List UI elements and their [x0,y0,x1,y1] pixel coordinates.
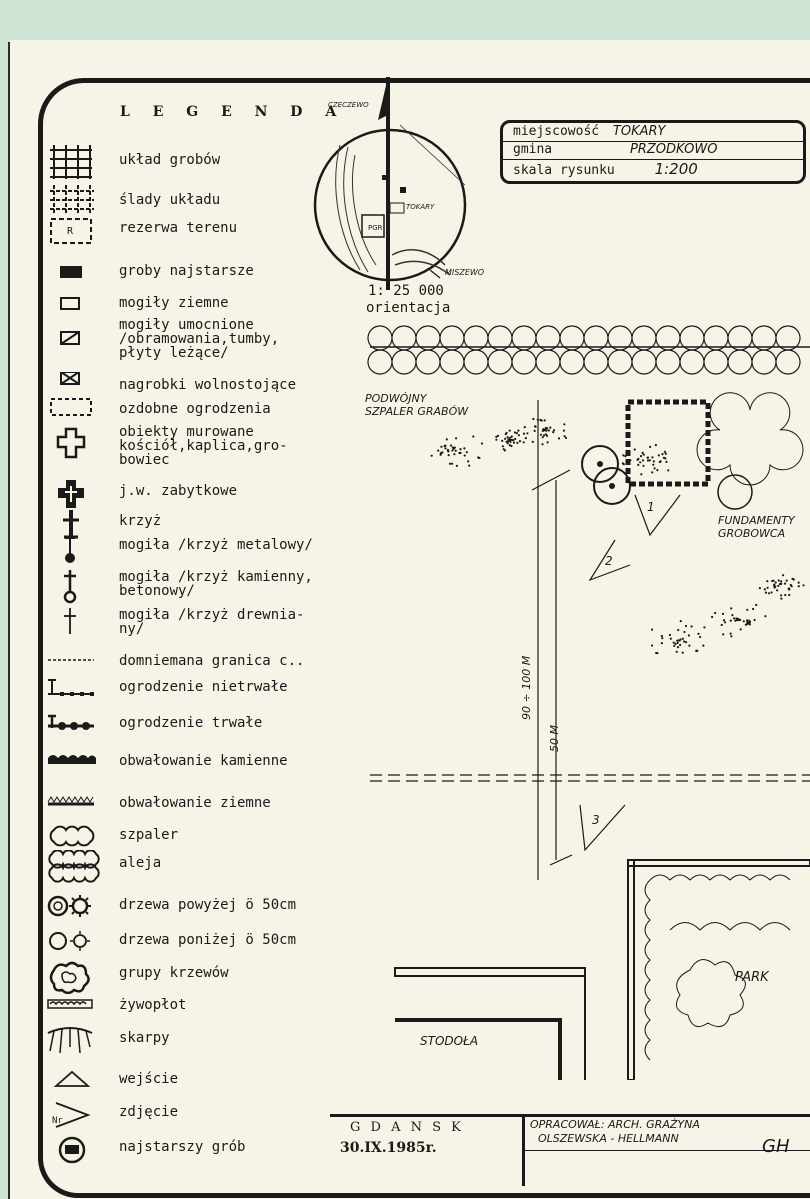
orientation-scale: 1: 25 000 [368,283,444,299]
large-trees-icon [46,892,106,926]
place-value: TOKARY [612,124,666,139]
dashed-grid-icon [46,185,106,219]
legend-item-label: mogiły umocnione /obramowania,tumby, płyty leżące/ [119,317,280,361]
hedge-label: PODWÓJNY SZPALER GRABÓW [365,392,469,418]
orientation-map [300,75,500,295]
info-box [500,120,806,184]
photo-2-label: 2 [605,554,613,568]
grid-icon [46,145,106,179]
park-label: PARK [735,970,769,985]
commune-label: gmina [513,142,553,157]
scale-value: 1:200 [654,160,698,178]
photo-1-label: 1 [647,500,655,514]
legend-item-label: rezerwa terenu [119,220,238,236]
footer-top-rule [330,1114,810,1117]
photo-icon [46,1099,106,1133]
orientation-label: orientacja [366,300,451,316]
slashed-rectangle-icon [46,318,106,352]
legend-item-label: obwałowanie kamienne [119,753,288,769]
grave-metal-cross-icon [46,532,106,566]
temporary-fence-icon [46,674,106,708]
barn-label: STODOŁA [420,1034,479,1048]
double-hornbeam-hedge [368,326,800,374]
legend-item-label: j.w. zabytkowe [119,483,238,499]
church-filled-icon [46,478,106,512]
foundation-label: FUNDAMENTY GROBOWCA [718,514,795,540]
legend-item-label: szpaler [119,827,179,843]
legend-item-label: ogrodzenie trwałe [119,715,263,731]
grave-wood-cross-icon [46,608,106,642]
site-plan [360,320,810,1080]
commune-value: PRZODKOWO [629,142,718,157]
legend-item-label: najstarszy grób [119,1139,246,1155]
legend-item-label: obiekty murowane kościół,kaplica,gro- bowiec [119,424,288,468]
commune-row [513,142,717,157]
footer-author-line2: OLSZEWSKA - HELLMANN [538,1132,679,1145]
east-place-label: TOKARY [406,203,435,211]
footer-author-line1: OPRACOWAŁ: ARCH. GRAŻYNA [530,1118,700,1131]
footer-city: G D A N S K [350,1120,464,1135]
svg-text:Nr: Nr [52,1116,63,1126]
scale-label: skala rysunku [513,163,615,178]
filled-rectangle-icon [46,258,106,292]
escarpment-icon [46,1025,106,1059]
legend-item-label: grupy krzewów [119,965,229,981]
small-trees-icon [46,927,106,961]
alley-icon [46,850,106,884]
scanner-left-band [0,42,8,1199]
photo-3-label: 3 [592,813,600,827]
entrance-icon [46,1066,106,1100]
footer-signature: GH [762,1136,790,1157]
place-row [513,124,666,139]
grave-stone-cross-icon [46,570,106,604]
scanner-top-band [0,0,810,42]
living-fence-icon [46,992,106,1026]
stone-embankment-icon [46,748,106,782]
legend-item-label: aleja [119,855,162,871]
legend-item-label: mogiła /krzyż drewnia- ny/ [119,607,305,637]
footer-date: 30.IX.1985r. [340,1140,437,1156]
legend-item-label: nagrobki wolnostojące [119,377,297,393]
legend-item-label: krzyż [119,513,162,529]
dimension-part: 50 M [548,725,561,752]
legend-item-label: żywopłot [119,997,187,1013]
legend-item-label: układ grobów [119,152,221,168]
south-place-label: MISZEWO [445,268,485,277]
legend-item-label: drzewa powyżej ö 50cm [119,897,297,913]
legend-item-label: groby najstarsze [119,263,254,279]
legend-item-label: zdjęcie [119,1104,179,1120]
svg-text:R: R [67,226,74,237]
legend-item-label: wejście [119,1071,179,1087]
church-outline-icon [46,425,106,459]
legend-item-label: ozdobne ogrodzenia [119,401,271,417]
legend-item-label: ślady układu [119,192,221,208]
legend-item-label: domniemana granica c.. [119,653,305,669]
legend-item-label: ogrodzenie nietrwałe [119,679,288,695]
pgr-label: PGR [368,224,383,232]
reserve-r-icon [46,215,106,249]
legend-title: L E G E N D A [120,104,346,120]
legend-item-label: mogiły ziemne [119,295,229,311]
permanent-fence-icon [46,710,106,744]
earth-embankment-icon [46,790,106,824]
shrubs-icon [46,960,106,994]
scale-row [513,160,698,178]
legend-item-label: drzewa poniżej ö 50cm [119,932,297,948]
legend-item-label: skarpy [119,1030,170,1046]
oldest-grave-icon [46,1134,106,1168]
place-label: miejscowość [513,124,600,139]
north-place-label: CZECZEWO [328,101,369,109]
dimension-total: 90 ÷ 100 M [520,655,533,720]
legend-item-label: mogiła /krzyż metalowy/ [119,537,313,553]
legend-item-label: obwałowanie ziemne [119,795,271,811]
legend-item-label: mogiła /krzyż kamienny, betonowy/ [119,569,313,599]
